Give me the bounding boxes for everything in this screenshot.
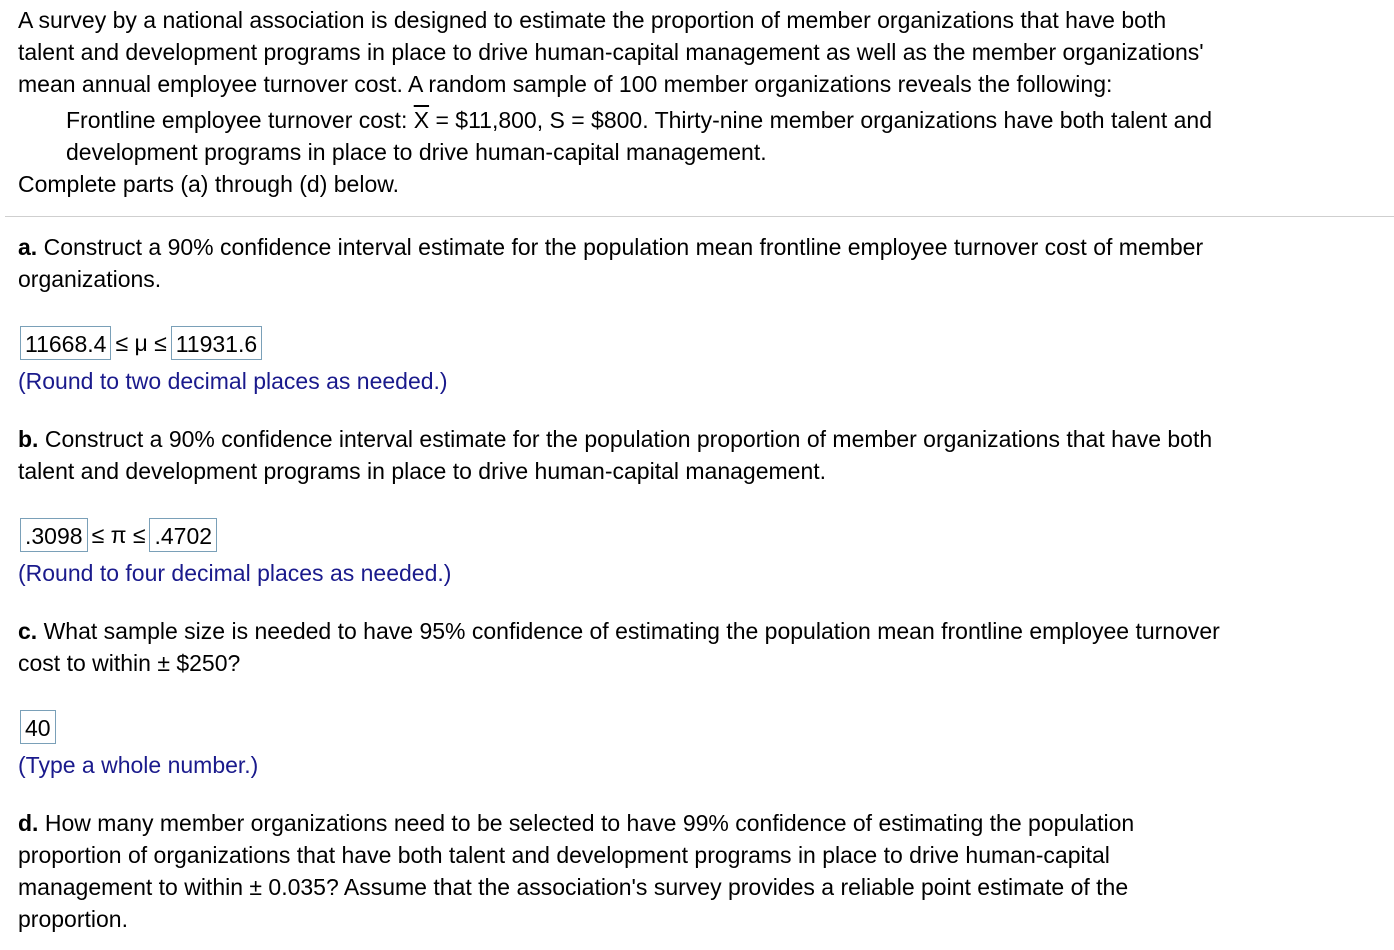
- part-c-text-2: cost to within ± $250?: [18, 650, 241, 676]
- part-c-label: c.: [18, 618, 38, 644]
- detail-mid: = $11,800, S = $800. Thirty-nine member organizations have both talent and: [429, 107, 1212, 133]
- part-b-text-1: Construct a 90% confidence interval estimate for the population proportion of member organizations that have both: [38, 426, 1213, 452]
- part-d-question: [18, 807, 1388, 935]
- part-c-text-1: What sample size is needed to have 95% confidence of estimating the population mean frontline employee turnover: [37, 618, 1220, 644]
- part-d-text-4: proportion.: [18, 906, 128, 932]
- part-a-hint: (Round to two decimal places as needed.): [18, 368, 448, 394]
- intro-line-1: A survey by a national association is designed to estimate the proportion of member organizations that have both: [18, 7, 1167, 33]
- part-a-question: [18, 231, 1388, 295]
- intro-detail-line-1: [18, 104, 1378, 136]
- part-b-question: [18, 423, 1388, 487]
- intro-detail-line-2: development programs in place to drive human-capital management.: [66, 139, 767, 165]
- part-b-text-2: talent and development programs in place to drive human-capital management.: [18, 458, 827, 484]
- part-a-answer-row: [20, 325, 262, 361]
- intro-line-2: talent and development programs in place to drive human-capital management as well as the member organizations': [18, 39, 1204, 65]
- part-a-upper-input[interactable]: 11931.6: [171, 326, 262, 360]
- part-b-upper-input[interactable]: .4702: [149, 518, 217, 552]
- part-c-question: [18, 615, 1388, 679]
- part-b-label: b.: [18, 426, 39, 452]
- problem-intro: [18, 4, 1378, 200]
- intro-instruction: Complete parts (a) through (d) below.: [18, 171, 399, 197]
- part-a-lower-input[interactable]: 11668.4: [20, 326, 111, 360]
- part-c-answer-row: [20, 709, 56, 745]
- part-a-label: a.: [18, 234, 38, 260]
- part-b-answer-row: [20, 517, 217, 553]
- part-d-text-2: proportion of organizations that have both talent and development programs in place to drive human-capital: [18, 842, 1110, 868]
- part-a-mu-symbol: ≤ μ ≤: [115, 330, 167, 356]
- part-b-hint: (Round to four decimal places as needed.): [18, 560, 452, 586]
- intro-line-3: mean annual employee turnover cost. A random sample of 100 member organizations reveals the following:: [18, 71, 1113, 97]
- part-b-pi-symbol: ≤ π ≤: [91, 522, 146, 548]
- part-d-text-3: management to within ± 0.035? Assume that the association's survey provides a reliable point estimate of the: [18, 874, 1129, 900]
- part-a-text-1: Construct a 90% confidence interval estimate for the population mean frontline employee turnover cost of member: [37, 234, 1204, 260]
- part-a-text-2: organizations.: [18, 266, 162, 292]
- section-divider: [5, 216, 1394, 217]
- xbar-symbol: $\overline{X}$: [413, 107, 430, 133]
- part-b-lower-input[interactable]: .3098: [20, 518, 88, 552]
- detail-prefix: Frontline employee turnover cost:: [66, 107, 414, 133]
- part-c-sample-size-input[interactable]: 40: [20, 710, 56, 744]
- part-d-label: d.: [18, 810, 39, 836]
- part-c-hint: (Type a whole number.): [18, 752, 259, 778]
- part-d-text-1: How many member organizations need to be selected to have 99% confidence of estimating the population: [38, 810, 1135, 836]
